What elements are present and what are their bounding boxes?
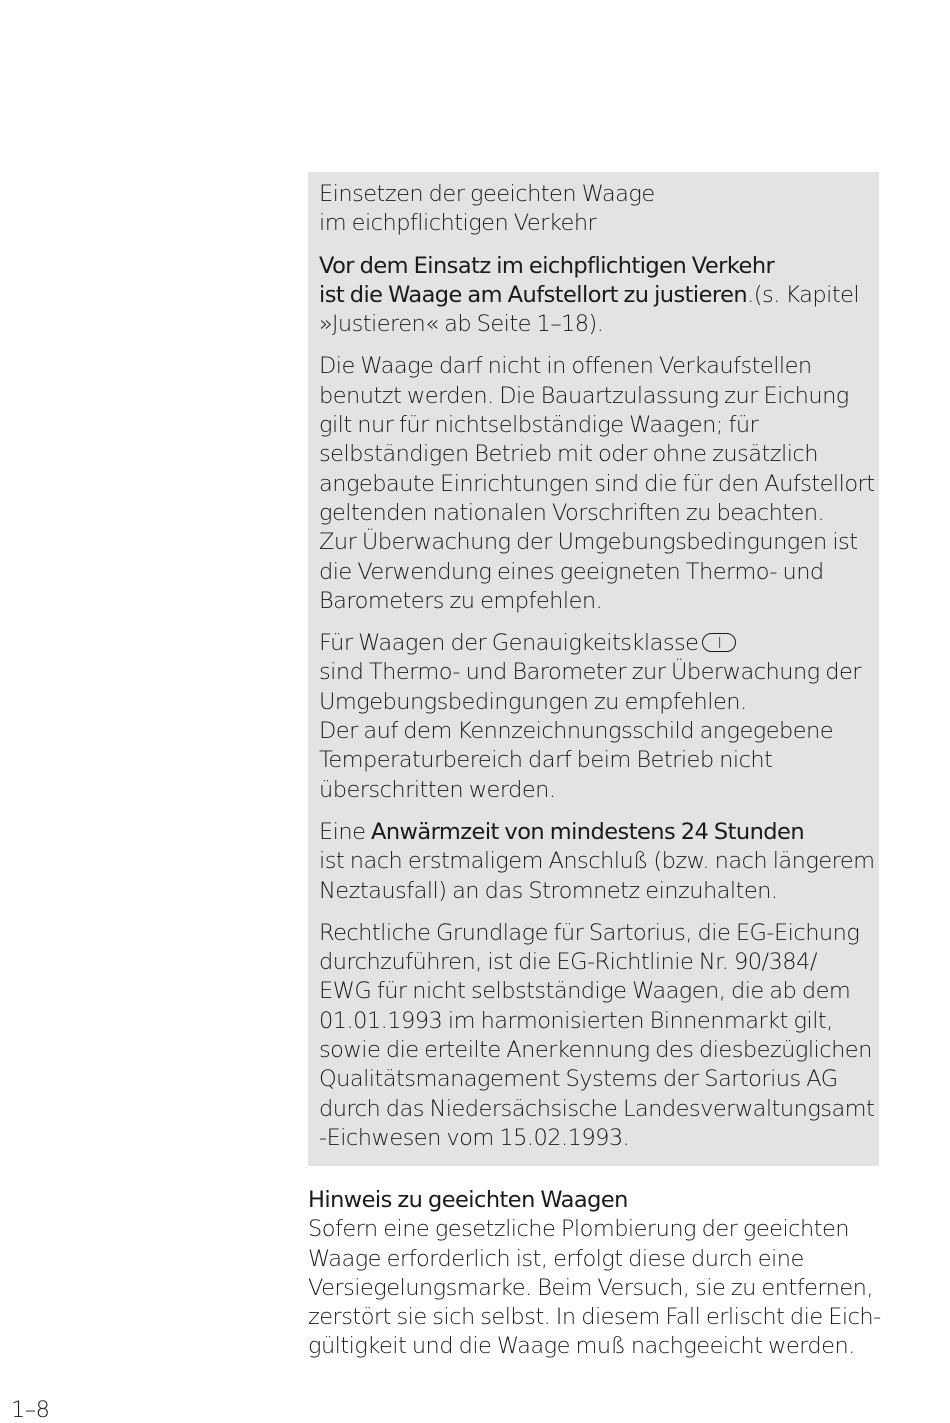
paragraph-line: durchzuführen, ist die EG-Richtlinie Nr. 90/384/ xyxy=(319,949,817,976)
paragraph-line: »Justieren« ab Seite 1–18). xyxy=(319,311,604,338)
paragraph-line: -Eichwesen vom 15.02.1993. xyxy=(319,1124,630,1151)
verification-info-box xyxy=(308,172,879,1166)
paragraph-legal-basis xyxy=(319,919,879,1153)
note-body xyxy=(308,1186,908,1362)
paragraph-line: Umgebungsbedingungen zu empfehlen. xyxy=(319,688,747,715)
paragraph-usage xyxy=(319,352,879,616)
note-line: Waage erforderlich ist, erfolgt diese durch eine xyxy=(308,1245,804,1272)
page-number: 1–8 xyxy=(11,1397,50,1423)
box-heading xyxy=(319,180,879,239)
paragraph-line: Rechtliche Grundlage für Sartorius, die EG-Eichung xyxy=(319,919,860,946)
accuracy-class-symbol-icon: I xyxy=(702,633,736,652)
paragraph-line: überschritten werden. xyxy=(319,776,556,803)
paragraph-line: Temperaturbereich darf beim Betrieb nicht xyxy=(319,747,773,774)
paragraph-line: sind Thermo- und Barometer zur Überwachung der xyxy=(319,659,861,686)
paragraph-line: angebaute Einrichtungen sind die für den Aufstellort xyxy=(319,470,875,497)
note-line: zerstört sie sich selbst. In diesem Fall erlischt die Eich- xyxy=(308,1304,881,1331)
note-line: gültigkeit und die Waage muß nachgeeicht werden. xyxy=(308,1333,855,1360)
paragraph-line: Barometers zu empfehlen. xyxy=(319,587,603,614)
paragraph-line: sowie die erteilte Anerkennung des diesbezüglichen xyxy=(319,1037,872,1064)
paragraph-line: Qualitätsmanagement Systems der Sartorius AG xyxy=(319,1066,838,1093)
paragraph-line: Neztausfall) an das Stromnetz einzuhalten. xyxy=(319,877,778,904)
paragraph-line: Vor dem Einsatz im eichpflichtigen Verkehr xyxy=(319,252,775,279)
paragraph-line: benutzt werden. Die Bauartzulassung zur Eichung xyxy=(319,382,849,409)
paragraph-line: durch das Niedersächsische Landesverwaltungsamt xyxy=(319,1095,875,1122)
box-heading-line: Einsetzen der geeichten Waage xyxy=(319,181,655,207)
paragraph-bold-text: Anwärmzeit von mindestens 24 Stunden xyxy=(370,818,805,845)
paragraph-line: selbständigen Betrieb mit oder ohne zusätzlich xyxy=(319,441,818,468)
note-line: Sofern eine gesetzliche Plombierung der geeichten xyxy=(308,1216,849,1243)
paragraph-accuracy-class xyxy=(319,629,879,805)
paragraph-line: Zur Überwachung der Umgebungsbedingungen ist xyxy=(319,529,858,556)
paragraph-line: Die Waage darf nicht in offenen Verkaufstellen xyxy=(319,353,812,380)
paragraph-line: ist nach erstmaligem Anschluß (bzw. nach längerem xyxy=(319,848,875,875)
note-line: Versiegelungsmarke. Beim Versuch, sie zu entfernen, xyxy=(308,1274,873,1301)
verified-scale-note xyxy=(308,1186,908,1362)
paragraph-line: gilt nur für nichtselbständige Waagen; für xyxy=(319,412,759,439)
paragraph-line: EWG für nicht selbstständige Waagen, die ab dem xyxy=(319,978,851,1005)
paragraph-warmup xyxy=(319,818,879,906)
paragraph-text: Für Waagen der Genauigkeitsklasse xyxy=(319,630,699,657)
paragraph-line: die Verwendung eines geeigneten Thermo- und xyxy=(319,558,824,585)
paragraph-text: .(s. Kapitel xyxy=(747,281,860,308)
paragraph-line: geltenden nationalen Vorschriften zu beachten. xyxy=(319,499,825,526)
paragraph-line: Der auf dem Kennzeichnungsschild angegebene xyxy=(319,718,834,745)
paragraph-bold-text: ist die Waage am Aufstellort zu justieren xyxy=(319,281,748,308)
box-heading-line: im eichpflichtigen Verkehr xyxy=(319,210,597,237)
note-heading: Hinweis zu geeichten Waagen xyxy=(308,1187,628,1213)
paragraph-adjust xyxy=(319,252,879,340)
paragraph-text: Eine xyxy=(319,818,371,845)
paragraph-line: 01.01.1993 im harmonisierten Binnenmarkt gilt, xyxy=(319,1007,833,1034)
